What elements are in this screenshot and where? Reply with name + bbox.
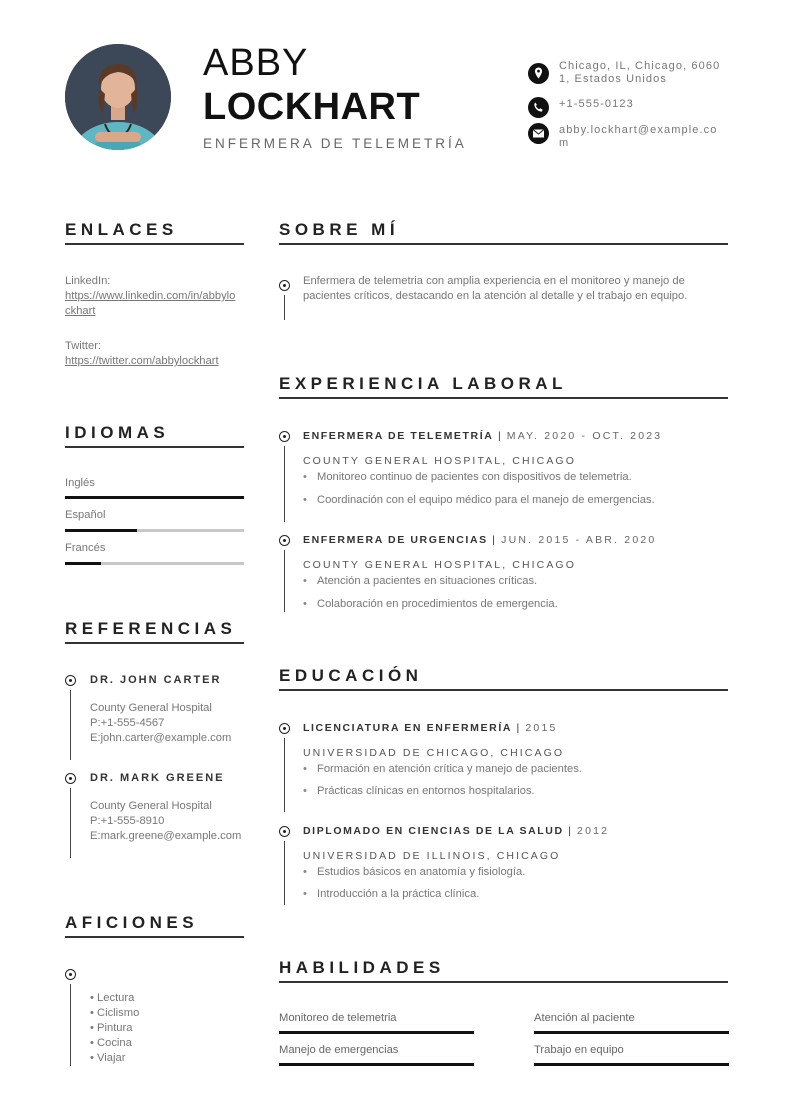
education-entry-title	[303, 722, 558, 734]
references-rule	[65, 642, 244, 644]
hobbies-title: AFICIONES	[65, 913, 199, 932]
job-bullet-text: Monitoreo continuo de pacientes con dispositivos de telemetria.	[317, 471, 632, 483]
location-pin-icon	[528, 63, 549, 84]
job-entry-title	[303, 430, 662, 442]
timeline-dot-icon	[65, 773, 76, 784]
reference-details	[90, 701, 244, 746]
bullet-mark: •	[303, 494, 307, 506]
education-institution: UNIVERSIDAD DE CHICAGO, CHICAGO	[303, 747, 565, 759]
job-organization: COUNTY GENERAL HOSPITAL, CHICAGO	[303, 559, 576, 571]
language-level-fill	[65, 562, 101, 565]
skill-bar	[279, 1031, 474, 1034]
languages-rule	[65, 446, 244, 448]
timeline-dot-icon	[279, 723, 290, 734]
links-title: ENLACES	[65, 220, 178, 239]
hobby-item: • Lectura	[90, 992, 135, 1004]
reference-details	[90, 799, 244, 844]
bullet-mark: •	[303, 785, 307, 797]
job-position: ENFERMERA DE URGENCIAS	[303, 534, 488, 546]
timeline-dot-icon	[279, 280, 290, 291]
education-title: EDUCACIÓN	[279, 666, 423, 685]
skills-title: HABILIDADES	[279, 958, 445, 977]
hobby-item: • Viajar	[90, 1052, 126, 1064]
separator: |	[493, 430, 507, 442]
linkedin-label: LinkedIn:	[65, 275, 111, 287]
reference-email[interactable]: E:mark.greene@example.com	[90, 830, 242, 842]
hobbies-rule	[65, 936, 244, 938]
experience-rule	[279, 397, 728, 399]
job-organization: COUNTY GENERAL HOSPITAL, CHICAGO	[303, 455, 576, 467]
education-bullet-text: Prácticas clínicas en entornos hospitalarios.	[317, 785, 535, 797]
separator: |	[563, 825, 578, 837]
education-bullet	[303, 784, 728, 799]
experience-title: EXPERIENCIA LABORAL	[279, 374, 567, 393]
job-bullet	[303, 470, 728, 485]
timeline-dot-icon	[279, 826, 290, 837]
education-date: 2015	[525, 722, 558, 734]
bullet-mark: •	[303, 888, 307, 900]
link-twitter	[65, 339, 245, 369]
bullet-mark: •	[303, 575, 307, 587]
timeline-dot-icon	[279, 431, 290, 442]
reference-phone: P:+1-555-8910	[90, 815, 165, 827]
timeline-line	[284, 446, 285, 522]
education-bullet-text: Formación en atención crítica y manejo de pacientes.	[317, 763, 582, 775]
education-entry-title	[303, 825, 609, 837]
separator: |	[487, 534, 502, 546]
bullet-mark: •	[303, 763, 307, 775]
reference-org: County General Hospital	[90, 800, 212, 812]
phone-icon	[528, 97, 549, 118]
envelope-icon	[528, 123, 549, 144]
language-level-fill	[65, 496, 244, 499]
language-level-bar	[65, 496, 244, 499]
job-bullet-text: Atención a pacientes en situaciones críticas.	[317, 575, 538, 587]
skill-label: Manejo de emergencias	[279, 1044, 399, 1056]
reference-name: DR. JOHN CARTER	[90, 674, 222, 686]
hobby-item: • Pintura	[90, 1022, 133, 1034]
hobby-item: • Ciclismo	[90, 1007, 140, 1019]
nurse-portrait-image	[65, 44, 171, 150]
about-title: SOBRE MÍ	[279, 220, 400, 239]
education-bullet-text: Estudios básicos en anatomía y fisiología.	[317, 866, 526, 878]
reference-phone: P:+1-555-4567	[90, 717, 165, 729]
degree-name: LICENCIATURA EN ENFERMERÍA	[303, 722, 513, 734]
email-text[interactable]: abby.lockhart@example.com	[559, 124, 718, 149]
language-level-fill	[65, 529, 137, 532]
education-bullet	[303, 762, 728, 777]
skill-label: Atención al paciente	[534, 1012, 635, 1024]
address-text: Chicago, IL, Chicago, 60601, Estados Unidos	[559, 60, 721, 85]
skill-bar	[534, 1063, 729, 1066]
skill-label: Monitoreo de telemetria	[279, 1012, 397, 1024]
education-institution: UNIVERSIDAD DE ILLINOIS, CHICAGO	[303, 850, 561, 862]
job-bullet	[303, 493, 728, 508]
last-name: LOCKHART	[203, 86, 421, 128]
timeline-line	[284, 841, 285, 905]
job-bullet	[303, 574, 728, 589]
education-date: 2012	[577, 825, 610, 837]
job-role: ENFERMERA DE TELEMETRÍA	[203, 136, 467, 151]
timeline-dot-icon	[65, 969, 76, 980]
timeline-line	[70, 690, 71, 760]
first-name: ABBY	[203, 42, 309, 84]
timeline-line	[70, 788, 71, 858]
language-label: Español	[65, 509, 106, 521]
education-bullet	[303, 865, 728, 880]
language-label: Inglés	[65, 477, 95, 489]
skill-bar	[279, 1063, 474, 1066]
degree-name: DIPLOMADO EN CIENCIAS DE LA SALUD	[303, 825, 564, 837]
twitter-label: Twitter:	[65, 340, 102, 352]
job-bullet-text: Coordinación con el equipo médico para el manejo de emergencias.	[317, 494, 655, 506]
timeline-dot-icon	[65, 675, 76, 686]
timeline-dot-icon	[279, 535, 290, 546]
timeline-line	[70, 984, 71, 1066]
languages-title: IDIOMAS	[65, 423, 170, 442]
skill-bar	[534, 1031, 729, 1034]
bullet-mark: •	[303, 598, 307, 610]
language-label: Francés	[65, 542, 106, 554]
education-rule	[279, 689, 728, 691]
phone-text: +1-555-0123	[559, 98, 634, 110]
hobbies-list	[90, 991, 139, 1066]
timeline-line	[284, 550, 285, 612]
hobby-item: • Cocina	[90, 1037, 132, 1049]
education-bullet	[303, 887, 728, 902]
language-level-bar	[65, 562, 244, 565]
link-linkedin	[65, 274, 245, 319]
education-bullet-text: Introducción a la práctica clínica.	[317, 888, 480, 900]
language-level-bar	[65, 529, 244, 532]
about-rule	[279, 243, 728, 245]
timeline-line	[284, 295, 285, 320]
links-rule	[65, 243, 244, 245]
profile-photo	[65, 44, 171, 150]
about-text: Enfermera de telemetria con amplia experiencia en el monitoreo y manejo de pacientes críticos, destacando en la atención al detalle y el trabajo en equipo.	[303, 275, 688, 302]
bullet-mark: •	[303, 471, 307, 483]
job-bullet-text: Colaboración en procedimientos de emergencia.	[317, 598, 558, 610]
reference-org: County General Hospital	[90, 702, 212, 714]
twitter-url[interactable]: https://twitter.com/abbylockhart	[65, 355, 219, 367]
bullet-mark: •	[303, 866, 307, 878]
job-date: MAY. 2020 - OCT. 2023	[506, 430, 663, 442]
reference-name: DR. MARK GREENE	[90, 772, 225, 784]
timeline-line	[284, 738, 285, 812]
job-bullet	[303, 597, 728, 612]
skill-label: Trabajo en equipo	[534, 1044, 624, 1056]
job-position: ENFERMERA DE TELEMETRÍA	[303, 430, 494, 442]
job-entry-title	[303, 534, 656, 546]
job-date: JUN. 2015 - ABR. 2020	[501, 534, 657, 546]
references-title: REFERENCIAS	[65, 619, 237, 638]
linkedin-url[interactable]: https://www.linkedin.com/in/abbylockhart	[65, 290, 236, 317]
reference-email[interactable]: E:john.carter@example.com	[90, 732, 232, 744]
separator: |	[512, 722, 526, 734]
skills-rule	[279, 981, 728, 983]
